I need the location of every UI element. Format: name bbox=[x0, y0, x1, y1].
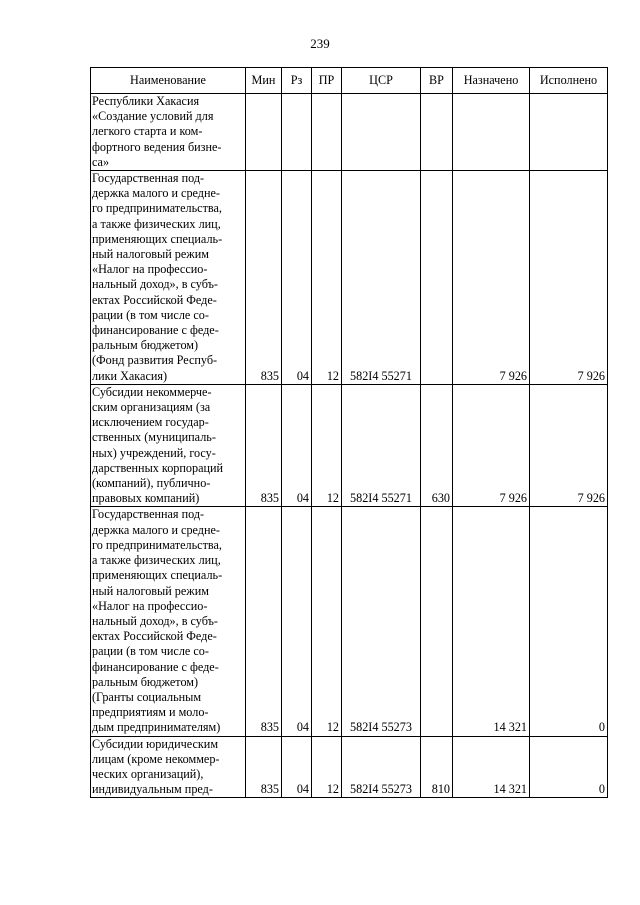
row-name-line: ный налоговый режим bbox=[92, 583, 209, 598]
row-name bbox=[91, 171, 246, 385]
row-name-line: рации (в том числе со- bbox=[92, 644, 209, 659]
header-vr: ВР bbox=[421, 68, 453, 94]
row-name-line: правовых компаний) bbox=[92, 491, 200, 506]
row-name-line: го предпринимательства, bbox=[92, 537, 222, 552]
row-name-line: ским организациям (за bbox=[92, 400, 211, 415]
cell-min: 835 bbox=[246, 384, 282, 507]
header-rz: Рз bbox=[282, 68, 312, 94]
table-row bbox=[91, 94, 608, 171]
table-row bbox=[91, 507, 608, 736]
row-name-line: Государственная под- bbox=[92, 507, 205, 522]
row-name-line: са» bbox=[92, 154, 110, 169]
cell-rz: 04 bbox=[282, 171, 312, 385]
row-name-line: Субсидии некоммерче- bbox=[92, 384, 212, 399]
row-name-line: предприятиям и моло- bbox=[92, 705, 209, 720]
row-name-line: ный налоговый режим bbox=[92, 247, 209, 262]
row-name-line: дым предпринимателям) bbox=[92, 720, 221, 735]
cell-rz: 04 bbox=[282, 736, 312, 798]
cell-assigned bbox=[453, 94, 530, 171]
row-name-line: (Фонд развития Респуб- bbox=[92, 353, 218, 368]
row-name-line: нальный доход», в субъ- bbox=[92, 277, 218, 292]
row-name-line: индивидуальным пред- bbox=[92, 782, 213, 797]
budget-table bbox=[90, 67, 608, 798]
row-name-line: ственных (муниципаль- bbox=[92, 430, 216, 445]
header-pr: ПР bbox=[312, 68, 342, 94]
row-name-line: Республики Хакасия bbox=[92, 94, 200, 108]
cell-assigned: 7 926 bbox=[453, 384, 530, 507]
row-name-line: фортного ведения бизне- bbox=[92, 139, 222, 154]
row-name-line: лицам (кроме некоммер- bbox=[92, 751, 220, 766]
cell-executed bbox=[530, 94, 608, 171]
cell-vr: 810 bbox=[421, 736, 453, 798]
cell-vr bbox=[421, 171, 453, 385]
row-name-line: ческих организаций), bbox=[92, 766, 204, 781]
row-name-line: нальный доход», в субъ- bbox=[92, 613, 218, 628]
row-name-line: ных) учреждений, госу- bbox=[92, 445, 216, 460]
cell-executed: 7 926 bbox=[530, 171, 608, 385]
row-name-line: а также физических лиц, bbox=[92, 216, 221, 231]
row-name-line: исключением государ- bbox=[92, 415, 209, 430]
table-row bbox=[91, 384, 608, 507]
cell-executed: 0 bbox=[530, 507, 608, 736]
row-name-line: а также физических лиц, bbox=[92, 553, 221, 568]
cell-assigned: 7 926 bbox=[453, 171, 530, 385]
cell-csr: 582I4 55271 bbox=[342, 171, 421, 385]
cell-min: 835 bbox=[246, 507, 282, 736]
cell-pr: 12 bbox=[312, 171, 342, 385]
cell-assigned: 14 321 bbox=[453, 507, 530, 736]
row-name-line: го предпринимательства, bbox=[92, 201, 222, 216]
row-name-line: ектах Российской Феде- bbox=[92, 629, 217, 644]
row-name bbox=[91, 94, 246, 171]
row-name-line: легкого старта и ком- bbox=[92, 124, 203, 139]
row-name-line: ральным бюджетом) bbox=[92, 674, 199, 689]
cell-csr bbox=[342, 94, 421, 171]
cell-vr bbox=[421, 507, 453, 736]
row-name-line: Субсидии юридическим bbox=[92, 736, 219, 751]
header-min: Мин bbox=[246, 68, 282, 94]
row-name bbox=[91, 384, 246, 507]
cell-min: 835 bbox=[246, 736, 282, 798]
cell-pr: 12 bbox=[312, 736, 342, 798]
row-name-line: финансирование с феде- bbox=[92, 659, 219, 674]
cell-pr: 12 bbox=[312, 507, 342, 736]
row-name-line: держка малого и средне- bbox=[92, 186, 220, 201]
header-name: Наименование bbox=[91, 68, 246, 94]
cell-min bbox=[246, 94, 282, 171]
cell-vr bbox=[421, 94, 453, 171]
cell-rz bbox=[282, 94, 312, 171]
row-name-line: рации (в том числе со- bbox=[92, 307, 209, 322]
cell-executed: 7 926 bbox=[530, 384, 608, 507]
cell-vr: 630 bbox=[421, 384, 453, 507]
cell-rz: 04 bbox=[282, 507, 312, 736]
row-name-line: применяющих специаль- bbox=[92, 231, 223, 246]
row-name-line: финансирование с феде- bbox=[92, 323, 219, 338]
cell-min: 835 bbox=[246, 171, 282, 385]
header-csr: ЦСР bbox=[342, 68, 421, 94]
row-name-line: применяющих специаль- bbox=[92, 568, 223, 583]
cell-csr: 582I4 55273 bbox=[342, 507, 421, 736]
row-name-line: «Создание условий для bbox=[92, 109, 214, 124]
row-name bbox=[91, 736, 246, 798]
table-row bbox=[91, 736, 608, 798]
row-name-line: дарственных корпораций bbox=[92, 460, 224, 475]
cell-pr: 12 bbox=[312, 384, 342, 507]
row-name-line: (компаний), публично- bbox=[92, 476, 211, 491]
row-name-line: (Гранты социальным bbox=[92, 689, 202, 704]
row-name-line: ральным бюджетом) bbox=[92, 338, 199, 353]
header-executed: Исполнено bbox=[530, 68, 608, 94]
row-name-line: лики Хакасия) bbox=[92, 368, 168, 383]
row-name bbox=[91, 507, 246, 736]
cell-csr: 582I4 55273 bbox=[342, 736, 421, 798]
header-assigned: Назначено bbox=[453, 68, 530, 94]
row-name-line: держка малого и средне- bbox=[92, 522, 220, 537]
row-name-line: «Налог на профессио- bbox=[92, 262, 208, 277]
cell-csr: 582I4 55271 bbox=[342, 384, 421, 507]
row-name-line: ектах Российской Феде- bbox=[92, 292, 217, 307]
cell-rz: 04 bbox=[282, 384, 312, 507]
table-row bbox=[91, 171, 608, 385]
cell-pr bbox=[312, 94, 342, 171]
cell-executed: 0 bbox=[530, 736, 608, 798]
header-row bbox=[91, 68, 608, 94]
cell-assigned: 14 321 bbox=[453, 736, 530, 798]
row-name-line: Государственная под- bbox=[92, 171, 205, 186]
row-name-line: «Налог на профессио- bbox=[92, 598, 208, 613]
page-number: 239 bbox=[310, 36, 330, 51]
